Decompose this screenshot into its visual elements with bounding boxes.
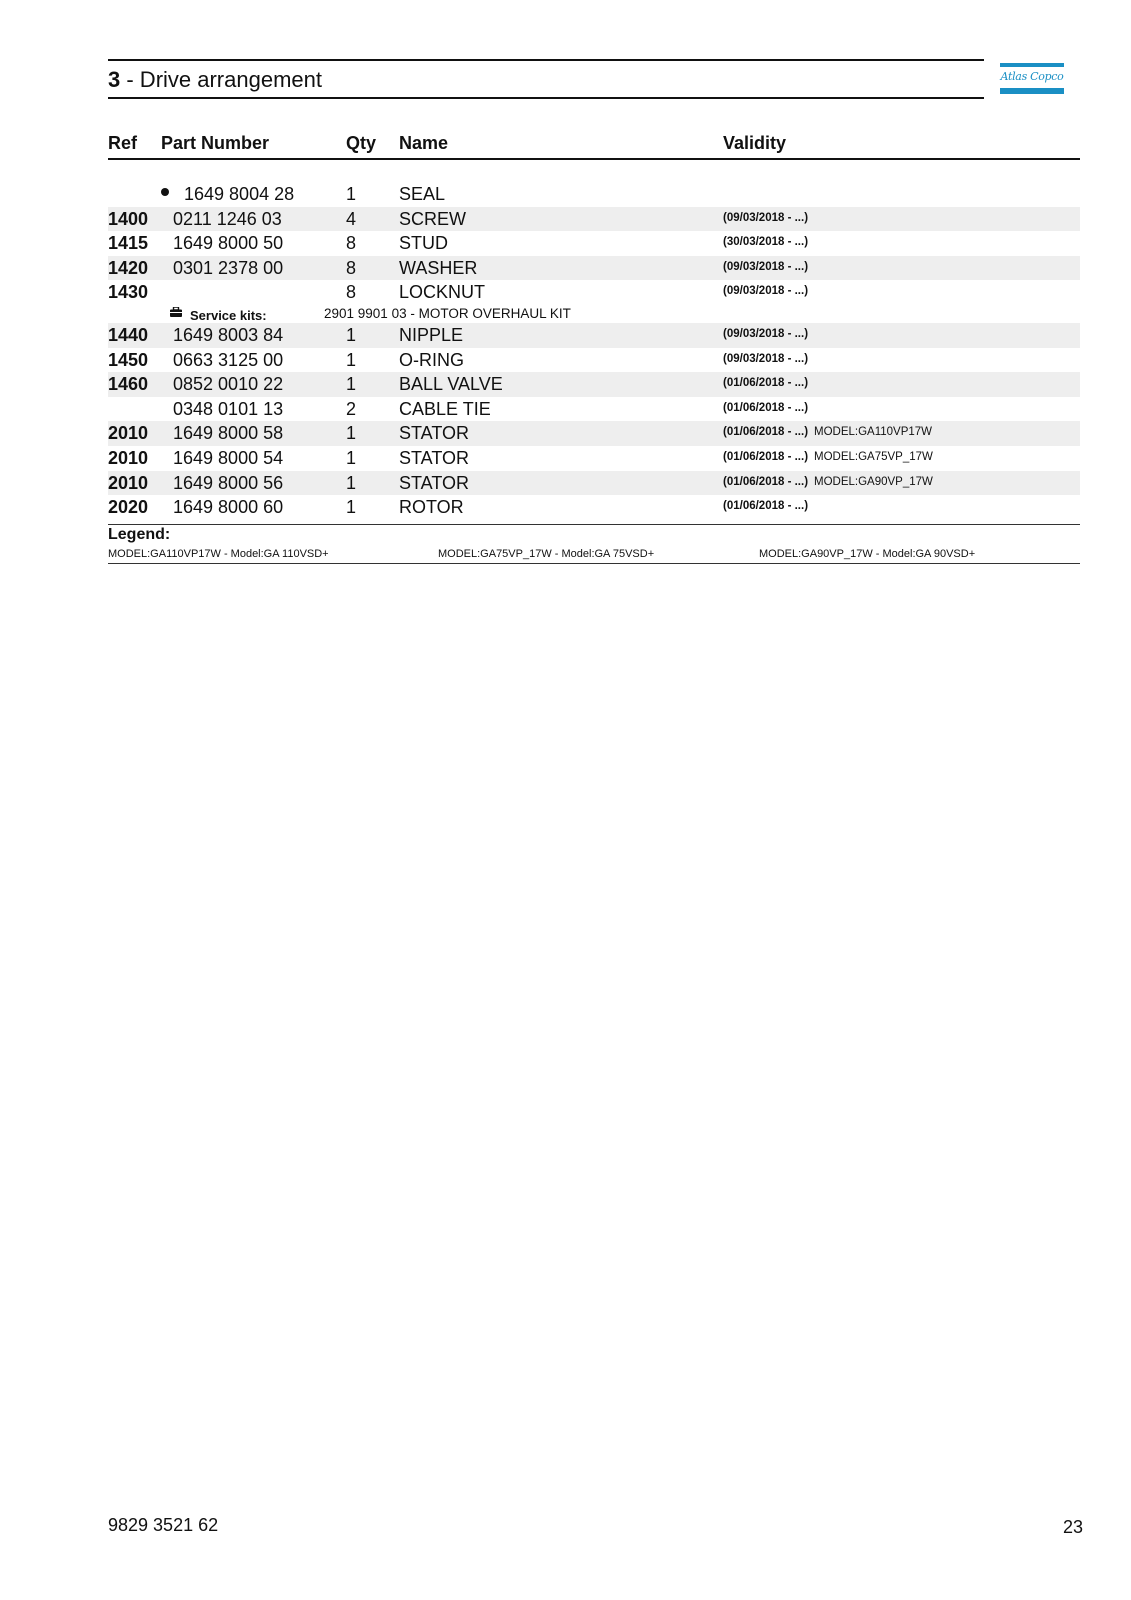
page-header — [108, 59, 984, 99]
validity-cell: (09/03/2018 - ...) — [723, 260, 809, 273]
validity-cell: (30/03/2018 - ...) — [723, 236, 809, 249]
qty-cell: 1 — [346, 472, 357, 493]
table-row — [108, 323, 1080, 348]
qty-cell: 1 — [346, 324, 357, 345]
parts-table — [108, 182, 1080, 520]
logo-text: Atlas Copco — [1000, 70, 1064, 83]
bullet-icon — [161, 188, 169, 196]
ref-cell: 1430 — [108, 282, 149, 303]
ref-cell: 2020 — [108, 497, 149, 518]
ref-cell: 1440 — [108, 324, 149, 345]
service-kit-row — [108, 305, 1080, 323]
part-number-text: 1649 8004 28 — [184, 184, 295, 204]
table-row — [108, 182, 1080, 207]
qty-cell: 1 — [346, 423, 357, 444]
name-cell: NIPPLE — [399, 324, 464, 345]
toolbox-icon — [170, 307, 182, 317]
validity-cell: (01/06/2018 - ...) — [723, 401, 809, 414]
name-cell: LOCKNUT — [399, 282, 486, 303]
name-cell: O-RING — [399, 349, 464, 370]
part-number-cell: 1649 8000 58 — [173, 423, 284, 444]
column-header-validity: Validity — [723, 133, 787, 153]
part-number-cell: 1649 8000 50 — [173, 233, 284, 254]
part-number-cell: 1649 8000 60 — [173, 497, 284, 518]
table-row — [108, 471, 1080, 496]
document-number: 9829 3521 62 — [108, 1515, 219, 1535]
logo-band-bottom — [1000, 88, 1064, 94]
header-divider — [108, 158, 1080, 160]
column-header-ref: Ref — [108, 133, 138, 153]
legend-item: MODEL:GA110VP17W - Model:GA 110VSD+ — [108, 548, 329, 560]
part-number-cell: 0348 0101 13 — [173, 398, 284, 419]
qty-cell: 4 — [346, 208, 357, 229]
legend-title: Legend: — [108, 526, 171, 543]
legend-divider-top — [108, 524, 1080, 525]
ref-cell: 2010 — [108, 472, 149, 493]
ref-cell: 1400 — [108, 208, 149, 229]
part-number-cell: 0852 0010 22 — [173, 374, 284, 395]
validity-cell: (09/03/2018 - ...) — [723, 327, 809, 340]
validity-cell: (01/06/2018 - ...) — [723, 500, 809, 513]
validity-cell: (01/06/2018 - ...) — [723, 475, 809, 488]
section-title: - Drive arrangement — [120, 67, 322, 92]
logo-band-top — [1000, 63, 1064, 67]
column-header-part-number: Part Number — [161, 133, 270, 153]
name-cell: STATOR — [399, 423, 470, 444]
legend-item: MODEL:GA90VP_17W - Model:GA 90VSD+ — [759, 548, 976, 560]
ref-cell: 1450 — [108, 349, 149, 370]
qty-cell: 1 — [346, 184, 357, 204]
table-row — [108, 280, 1080, 305]
validity-cell: (09/03/2018 - ...) — [723, 211, 809, 224]
name-cell: ROTOR — [399, 497, 464, 518]
name-cell: CABLE TIE — [399, 398, 491, 419]
column-header-qty: Qty — [346, 133, 377, 153]
page-number: 23 — [1062, 1517, 1083, 1537]
table-row — [108, 446, 1080, 471]
legend-item: MODEL:GA75VP_17W - Model:GA 75VSD+ — [438, 548, 655, 560]
service-kit-value: 2901 9901 03 - MOTOR OVERHAUL KIT — [324, 305, 571, 321]
qty-cell: 2 — [346, 398, 357, 419]
service-kit-label: Service kits: — [190, 307, 267, 323]
name-cell: SEAL — [399, 184, 446, 204]
name-cell: WASHER — [399, 257, 478, 278]
validity-cell: (01/06/2018 - ...) — [723, 450, 809, 463]
table-row — [108, 421, 1080, 446]
table-row — [108, 372, 1080, 397]
part-number-cell: 1649 8003 84 — [173, 324, 284, 345]
qty-cell: 8 — [346, 257, 357, 278]
ref-cell: 1415 — [108, 233, 149, 254]
name-cell: BALL VALVE — [399, 374, 503, 395]
name-cell: STATOR — [399, 447, 470, 468]
part-number-cell: 1649 8000 54 — [173, 447, 284, 468]
page-title — [108, 67, 322, 93]
qty-cell: 8 — [346, 233, 357, 254]
qty-cell: 1 — [346, 447, 357, 468]
ref-cell: 2010 — [108, 447, 149, 468]
part-number-cell: 0211 1246 03 — [173, 208, 282, 229]
model-cell: MODEL:GA90VP_17W — [814, 475, 933, 488]
atlas-copco-logo — [1000, 63, 1064, 95]
ref-cell: 2010 — [108, 423, 149, 444]
table-row — [108, 495, 1080, 520]
table-row — [108, 256, 1080, 281]
validity-cell: (01/06/2018 - ...) — [723, 377, 809, 390]
qty-cell: 1 — [346, 497, 357, 518]
model-cell: MODEL:GA110VP17W — [814, 426, 933, 439]
part-number-cell: 1649 8000 56 — [173, 472, 284, 493]
name-cell: STUD — [399, 233, 448, 254]
table-row — [108, 207, 1080, 232]
section-number: 3 — [108, 67, 121, 92]
table-row — [108, 231, 1080, 256]
table-row — [108, 397, 1080, 422]
ref-cell: 1460 — [108, 374, 149, 395]
part-number-cell — [161, 184, 294, 205]
name-cell: STATOR — [399, 472, 470, 493]
validity-cell: (01/06/2018 - ...) — [723, 426, 809, 439]
column-header-name: Name — [399, 133, 449, 153]
legend-divider-bottom — [108, 563, 1080, 564]
part-number-cell: 0301 2378 00 — [173, 257, 284, 278]
name-cell: SCREW — [399, 208, 466, 229]
model-cell: MODEL:GA75VP_17W — [814, 450, 933, 463]
qty-cell: 1 — [346, 374, 357, 395]
ref-cell: 1420 — [108, 257, 149, 278]
validity-cell: (09/03/2018 - ...) — [723, 352, 809, 365]
qty-cell: 8 — [346, 282, 357, 303]
validity-cell: (09/03/2018 - ...) — [723, 285, 809, 298]
qty-cell: 1 — [346, 349, 357, 370]
part-number-cell: 0663 3125 00 — [173, 349, 284, 370]
table-row — [108, 348, 1080, 373]
